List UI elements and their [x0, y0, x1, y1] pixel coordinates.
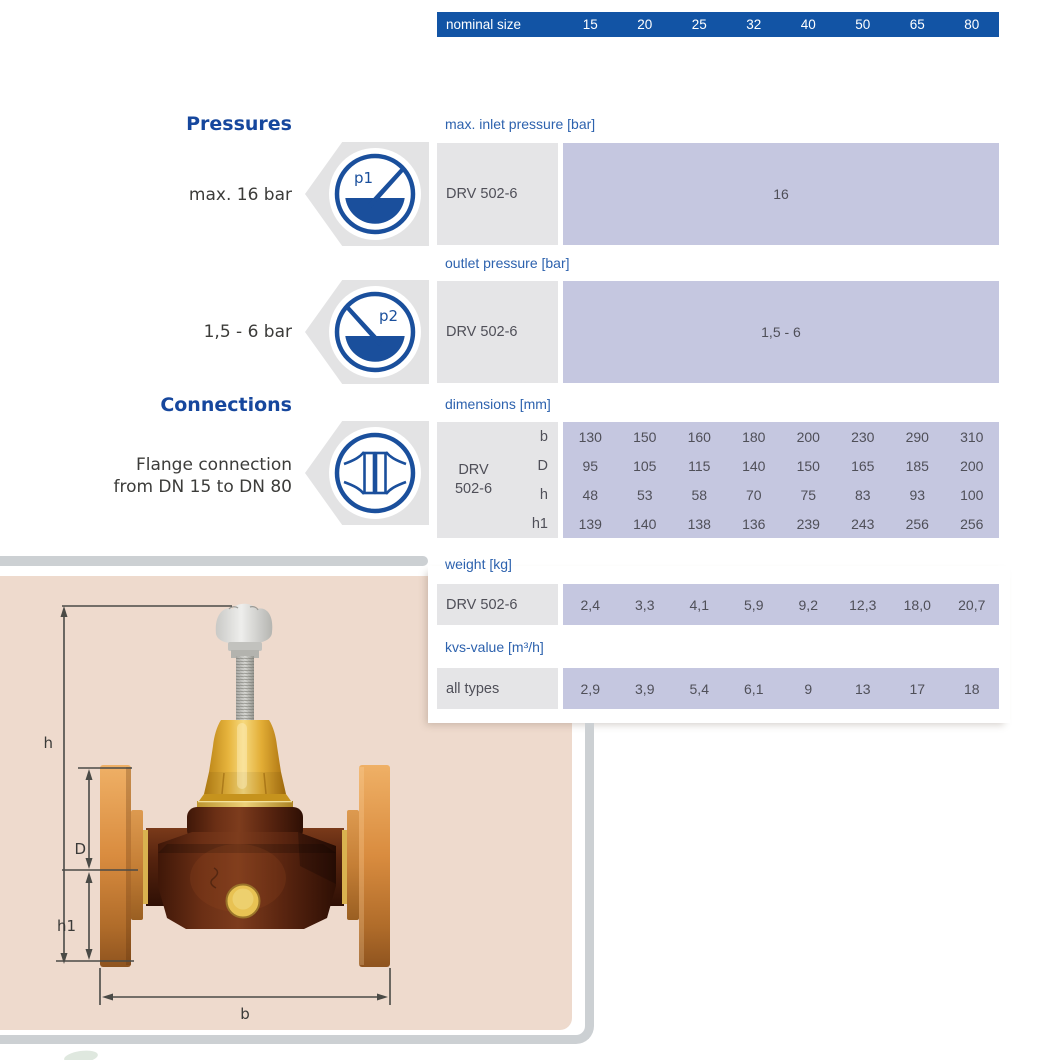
- dim-label-h1: h1: [56, 917, 76, 935]
- gauge-p2-label: p2: [379, 307, 399, 325]
- kvs-row: [437, 668, 999, 709]
- connections-heading: Connections: [160, 394, 292, 416]
- nominal-size-columns: [563, 12, 999, 37]
- inlet-pressure-icon-tag: [305, 142, 429, 246]
- gauge-p1-icon: [327, 146, 423, 242]
- inlet-pressure-row: [437, 143, 999, 245]
- dimensions-table: [437, 422, 999, 538]
- outlet-pressure-table-label: outlet pressure [bar]: [445, 255, 570, 271]
- connection-icon-tag: [305, 421, 429, 525]
- frame-bar-right-bottom: [0, 723, 594, 1044]
- dim-row-label: b: [539, 428, 548, 445]
- size-col: 80: [964, 17, 980, 32]
- nominal-size-header-bar: [437, 12, 999, 37]
- inlet-row-value-cell: 16: [563, 143, 999, 245]
- weight-values: 2,4 3,3 4,1 5,9 9,2 12,3 18,0 20,7: [563, 584, 999, 625]
- dimensions-values: [563, 422, 999, 538]
- size-col: 40: [800, 17, 816, 32]
- outlet-pressure-value-label: 1,5 - 6 bar: [203, 322, 292, 342]
- weight-row: [437, 584, 999, 625]
- inlet-pressure-value-label: max. 16 bar: [188, 185, 292, 205]
- dimensions-table-label: dimensions [mm]: [445, 396, 551, 412]
- dim-label-b: b: [240, 1005, 250, 1023]
- weight-table-label: weight [kg]: [445, 556, 512, 572]
- dim-row-label: h: [539, 486, 548, 503]
- weight-row-header: DRV 502-6: [437, 584, 558, 625]
- dim-row-D: 95 105 115 140 150 165 185 200: [582, 457, 984, 474]
- outlet-pressure-row: [437, 281, 999, 383]
- outlet-row-value-cell: 1,5 - 6: [563, 281, 999, 383]
- dim-row-h: 48 53 58 70 75 83 93 100: [582, 486, 984, 503]
- size-col: 15: [582, 17, 598, 32]
- dim-row-h1: 139 140 138 136 239 243 256 256: [578, 515, 984, 532]
- pressures-heading: Pressures: [186, 113, 292, 135]
- flange-connection-icon: [327, 425, 423, 521]
- frame-bar-top: [0, 556, 428, 566]
- connection-description: Flange connection from DN 15 to DN 80: [113, 455, 292, 497]
- dim-row-label: D: [537, 457, 548, 474]
- size-col: 50: [855, 17, 871, 32]
- size-col: 32: [746, 17, 762, 32]
- outlet-pressure-icon-tag: [305, 280, 429, 384]
- size-col: 20: [637, 17, 653, 32]
- nominal-size-label: nominal size: [446, 17, 522, 32]
- gauge-p1-label: p1: [354, 169, 374, 187]
- dim-row-label: h1: [531, 515, 548, 532]
- dim-row-b: 130 150 160 180 200 230 290 310: [578, 428, 984, 445]
- size-col: 65: [909, 17, 925, 32]
- gauge-p2-icon: [327, 284, 423, 380]
- kvs-table-label: kvs-value [m³/h]: [445, 639, 544, 655]
- inlet-pressure-table-label: max. inlet pressure [bar]: [445, 116, 596, 132]
- size-col: 25: [691, 17, 707, 32]
- valve-adjustment-knob: [216, 604, 273, 644]
- outlet-row-header: DRV 502-6: [437, 281, 558, 383]
- partial-logo-mark: [63, 1049, 98, 1060]
- inlet-row-header: DRV 502-6: [437, 143, 558, 245]
- kvs-values: 2,9 3,9 5,4 6,1 9 13 17 18: [563, 668, 999, 709]
- dim-label-D: D: [74, 840, 86, 858]
- dimensions-row-header: DRV 502-6 b D h h1: [437, 422, 558, 538]
- dim-label-h: h: [43, 734, 53, 752]
- kvs-row-header: all types: [437, 668, 558, 709]
